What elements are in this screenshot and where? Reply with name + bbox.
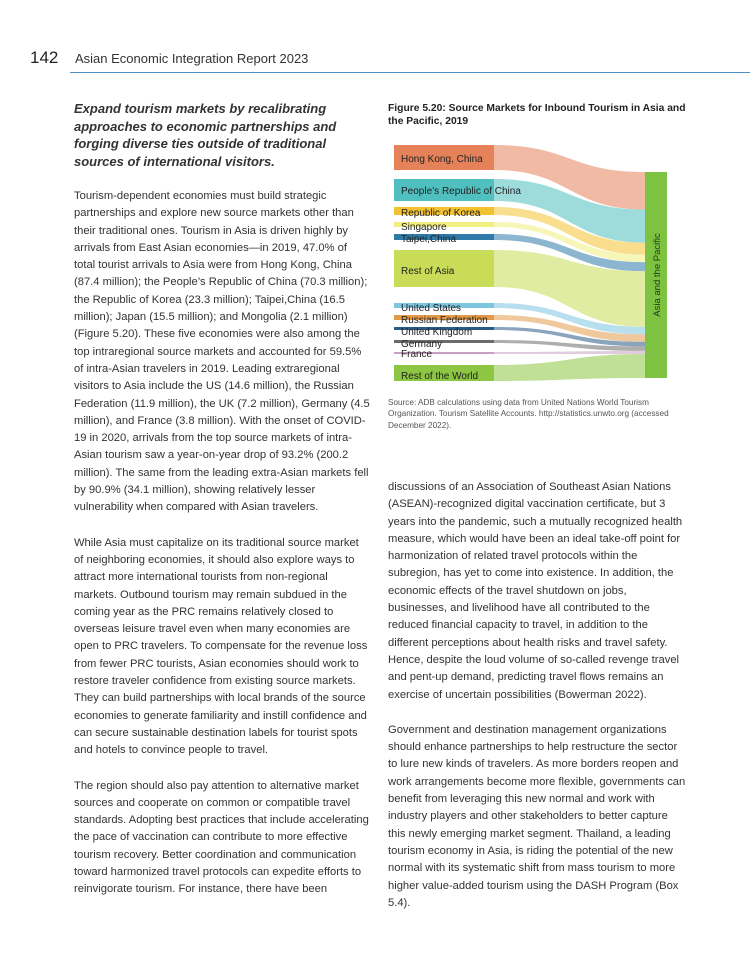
sankey-source-label: Germany [401, 339, 443, 350]
sankey-source-label: Russian Federation [401, 315, 488, 326]
figure-5-20 [388, 102, 688, 431]
sankey-source-label: Rest of the World [401, 371, 479, 382]
report-title: Asian Economic Integration Report 2023 [75, 51, 309, 66]
sankey-flow [494, 354, 645, 381]
page-number: 142 [30, 48, 59, 67]
sankey-source-label: United Kingdom [401, 327, 473, 338]
section-lead-heading: Expand tourism markets by recalibrating approaches to economic partnerships and forging diverse ties outside of traditional sources of international visitors. [74, 101, 337, 169]
left-column [74, 100, 370, 917]
sankey-source-label: Singapore [401, 222, 447, 233]
sankey-flows [494, 145, 645, 381]
header-divider [70, 72, 750, 73]
figure-source-note: Source: ADB calculations using data from United Nations World Tourism Organization. Tourism Satellite Accounts. http://statistics.unwto.org (accessed December 2022). [388, 398, 669, 430]
figure-title: Figure 5.20: Source Markets for Inbound Tourism in Asia and the Pacific, 2019 [388, 103, 686, 127]
sankey-flow [494, 351, 645, 354]
sankey-chart [388, 134, 688, 384]
sankey-source-label: Taipei,China [401, 234, 457, 245]
body-paragraph: discussions of an Association of Southeast Asian Nations (ASEAN)-recognized digital vaccination certificate, but 3 years into the pandemic, such a mutually recognized health measure, which would have been an ideal take-off point for harmonization of related travel protocols within the subregion, has yet to come into existence. In addition, the economic effects of the travel shutdown on jobs, businesses, and livelihood have all contributed to the reduced financial capacity to travel, in addition to the different perceptions about health risks and travel safety. Hence, despite the loud volume of so-called revenge travel and pent-up demand, predicting travel flows remains an exercise of uncertain possibilities (Bowerman 2022). [388, 481, 683, 701]
body-paragraph: The region should also pay attention to alternative market sources and cooperate on common or compatible travel standards. Adopting best practices that include accelerating the pace of vaccination can contribute to more effective tourism recovery. Better coordination and communication toward harmonized travel protocols can expedite efforts to reinvigorate tourism. For instance, there have been [74, 779, 369, 896]
body-paragraph: Government and destination management organizations should enhance partnerships to help restructure the sector to lure new kinds of travelers. As more borders reopen and work arrangements become more flexible, governments can benefit from leveraging this new normal and work with industry players and other stakeholders to better capture this newly emerging market segment. Thailand, a leading tourism economy in Asia, is riding the potential of the new normal with its systematic shift from mass tourism to more higher value-added tourism using the DASH Program (Box 5.4). [388, 723, 686, 909]
sankey-target-label: Asia and the Pacific [652, 233, 663, 317]
sankey-source-label: Hong Kong, China [401, 154, 483, 165]
body-paragraph: While Asia must capitalize on its traditional source market of neighboring economies, it should also explore ways to attract more international tourists from non-regional markets. Outbound tourism may remain subdued in the coming year as the PRC remains relatively closed to overseas leisure travel even when many economies are open to PRC travelers. To compensate for the revenue loss from fewer PRC tourists, Asian economies should work to restore traveler confidence from existing source markets. They can build partnerships with local brands of the source economies to generate familiarity and instill confidence and can secure sustainable destination labels for tourist spots and hotels to convince people to travel. [74, 536, 368, 757]
body-paragraph: Tourism-dependent economies must build strategic partnerships and explore new source markets other than their traditional ones. Tourism in Asia is driven highly by arrivals from East Asian economies—in 2019, 47.0% of total tourist arrivals to Asia were from Hong Kong, China (87.4 million); the People’s Republic of China (70.3 million); the Republic of Korea (23.3 million); Taipei,China (16.5 million); Japan (15.5 million); and Mongolia (2.1 million) (Figure 5.20). These five economies were also among the top intraregional source markets and accounted for 59.5% of intra-Asian travelers in 2019. Leading extraregional visitors to Asia include the US (14.6 million), the Russian Federation (11.9 million), the UK (7.2 million), Germany (4.5 million), and France (3.8 million). With the onset of COVID-19 in 2020, arrivals from the top source markets of intra-Asian tourism saw a year-on-year drop of 93.2% (200.2 million). The same from the leading extra-Asian markets fell by 90.9% (34.1 million), showing relatively lesser vulnerability when compared with Asian travelers. [74, 190, 370, 514]
sankey-source-label: France [401, 349, 433, 360]
sankey-source-label: Rest of Asia [401, 266, 455, 277]
sankey-source-label: United States [401, 303, 462, 314]
page-header [0, 0, 750, 80]
right-column [388, 479, 688, 930]
sankey-source-label: People’s Republic of China [401, 186, 521, 197]
sankey-source-label: Republic of Korea [401, 208, 481, 219]
